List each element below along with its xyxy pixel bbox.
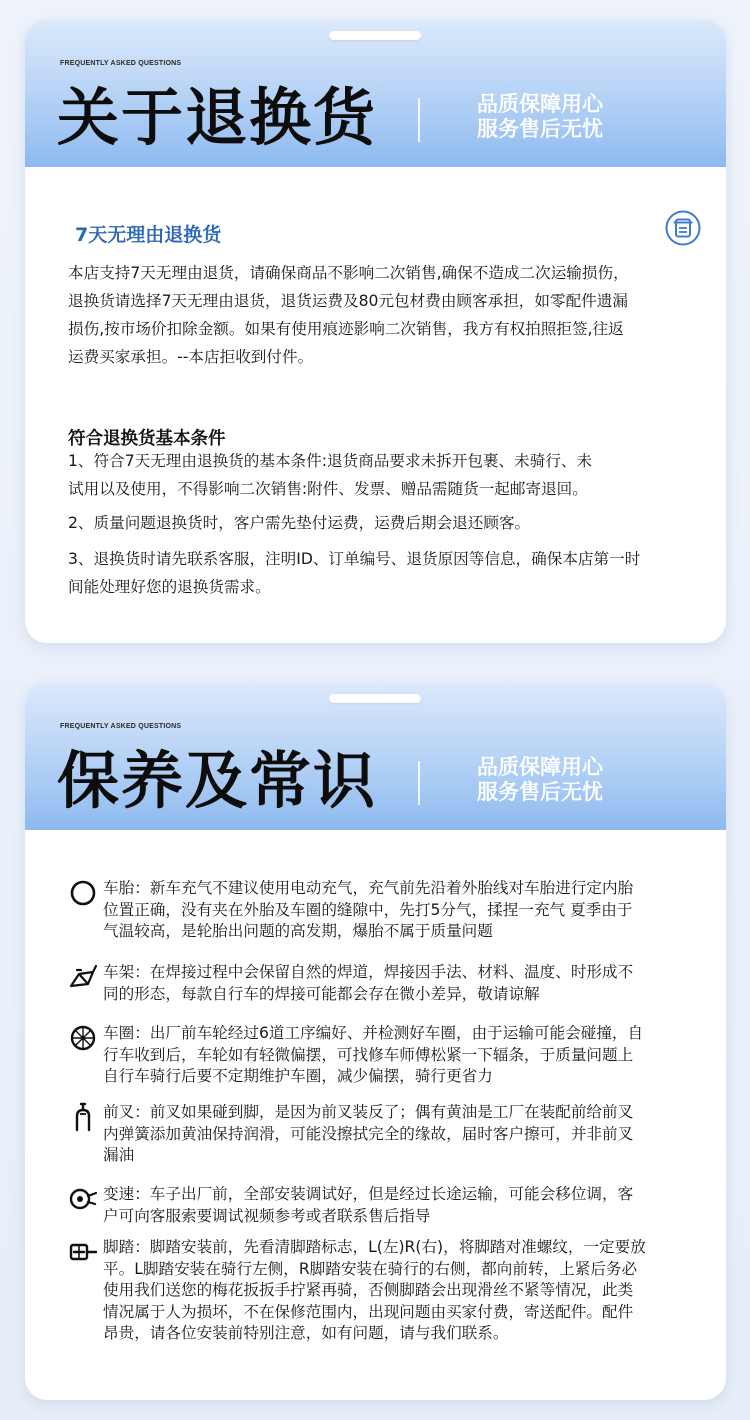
text-line: 气温较高，是轮胎出问题的高发期，爆胎不属于质量问题	[103, 922, 493, 940]
conditions-title: 符合退换货基本条件	[68, 429, 226, 449]
text-line: 同的形态，每款自行车的焊接可能都会存在微小差异，敬请谅解	[103, 984, 540, 1003]
condition-line: 间能处理好您的退换货需求。	[68, 578, 271, 596]
text-line: 户可向客服索要调试视频参考或者联系售后指导	[103, 1206, 431, 1225]
frame-icon	[68, 962, 98, 992]
divider	[418, 98, 420, 142]
faq-label: FREQUENTLY ASKED QUESTIONS	[60, 60, 182, 67]
care-item-tire	[68, 878, 718, 943]
policy-line: 本店支持7天无理由退货，请确保商品不影响二次销售,确保不造成二次运输损伤，	[68, 264, 629, 282]
policy-line: 退换货请选择7天无理由退货，退货运费及80元包材费由顾客承担，如零配件遗漏	[68, 292, 628, 310]
care-item-text	[103, 1184, 633, 1227]
slogan	[477, 755, 603, 805]
text-line: 前叉：前叉如果碰到脚，是因为前叉装反了；偶有黄油是工厂在装配前给前叉	[103, 1103, 634, 1121]
text-line: 内弹簧添加黄油保持润滑，可能没擦拭完全的缘故，届时客户擦可，并非前叉	[103, 1124, 634, 1143]
care-header	[25, 683, 726, 830]
slogan-line-1: 品质保障用心	[477, 755, 603, 779]
card-handle	[329, 31, 421, 40]
care-item-shifter	[68, 1184, 718, 1227]
condition-line: 3、退换货时请先联系客服，注明ID、订单编号、退货原因等信息，确保本店第一时	[68, 550, 641, 568]
text-line: 车架：在焊接过程中会保留自然的焊道，焊接因手法、材料、温度、时形成不	[103, 963, 634, 981]
text-line: 平。L脚踏安装在骑行左侧，R脚踏安装在骑行的右侧，都向前转，上紧后务必	[103, 1259, 638, 1278]
card-handle	[329, 694, 421, 703]
care-item-text	[103, 1102, 633, 1167]
returns-card	[25, 20, 726, 643]
faq-label: FREQUENTLY ASKED QUESTIONS	[60, 723, 182, 730]
policy-line: 运费买家承担。--本店拒收到付件。	[68, 348, 314, 366]
policy-text	[68, 259, 708, 371]
policy-line: 损伤,按市场价扣除金额。如果有使用痕迹影响二次销售，我方有权拍照拒签,往返	[68, 320, 624, 338]
condition-item	[68, 447, 708, 503]
care-item-text	[103, 878, 633, 943]
condition-item	[68, 545, 708, 601]
wheel-icon	[68, 1023, 98, 1053]
text-line: 漏油	[103, 1146, 135, 1164]
pedal-icon	[68, 1237, 98, 1267]
care-item-fork	[68, 1102, 718, 1167]
care-item-text	[103, 1237, 646, 1345]
document-icon	[665, 210, 701, 246]
text-line: 自行车骑行后要不定期维护车圈，减少偏摆，骑行更省力	[103, 1067, 493, 1085]
care-item-text	[103, 962, 633, 1005]
care-item-text	[103, 1023, 643, 1088]
slogan-line-2: 服务售后无忧	[477, 780, 603, 804]
care-card	[25, 683, 726, 1400]
text-line: 情况属于人为损坏，不在保修范围内，出现问题由买家付费，寄送配件。配件	[103, 1302, 634, 1321]
care-item-pedal	[68, 1237, 718, 1345]
text-line: 车胎：新车充气不建议使用电动充气，充气前先沿着外胎线对车胎进行定内胎	[103, 879, 634, 897]
condition-line: 1、符合7天无理由退换货的基本条件:退货商品要求未拆开包裹、未骑行、未	[68, 452, 593, 470]
care-item-wheel	[68, 1023, 718, 1088]
slogan	[477, 92, 603, 142]
text-line: 车圈：出厂前车轮经过6道工序编好、并检测好车圈，由于运输可能会碰撞，自	[103, 1024, 644, 1042]
care-item-frame	[68, 962, 718, 1005]
text-line: 变速：车子出厂前，全部安装调试好，但是经过长途运输，可能会移位调，客	[103, 1185, 634, 1203]
text-line: 位置正确，没有夹在外胎及车圈的缝隙中，先打5分气，揉捏一充气 夏季由于	[103, 900, 633, 919]
divider	[418, 761, 420, 805]
text-line: 使用我们送您的梅花扳扳手拧紧再骑，否侧脚踏会出现滑丝不紧等情况，此类	[103, 1281, 634, 1299]
condition-line: 试用以及使用，不得影响二次销售:附件、发票、赠品需随货一起邮寄退回。	[68, 480, 588, 498]
section-subtitle: 7天无理由退换货	[75, 224, 222, 246]
slogan-line-2: 服务售后无忧	[477, 117, 603, 141]
slogan-line-1: 品质保障用心	[477, 92, 603, 116]
tire-icon	[68, 878, 98, 908]
text-line: 行车收到后，车轮如有轻微偏摆，可找修车师傅松紧一下辐条，于质量问题上	[103, 1045, 634, 1064]
text-line: 昂贵，请各位安装前特别注意，如有问题，请与我们联系。	[103, 1324, 509, 1342]
condition-item	[68, 509, 708, 537]
shifter-icon	[68, 1184, 98, 1214]
fork-icon	[68, 1102, 98, 1132]
page-title: 保养及常识	[57, 744, 378, 817]
returns-header	[25, 20, 726, 167]
condition-line: 2、质量问题退换货时，客户需先垫付运费，运费后期会退还顾客。	[68, 514, 531, 532]
text-line: 脚踏：脚踏安装前，先看清脚踏标志，L(左)R(右)，将脚踏对准螺纹，一定要放	[103, 1238, 646, 1256]
page-title: 关于退换货	[57, 81, 378, 154]
